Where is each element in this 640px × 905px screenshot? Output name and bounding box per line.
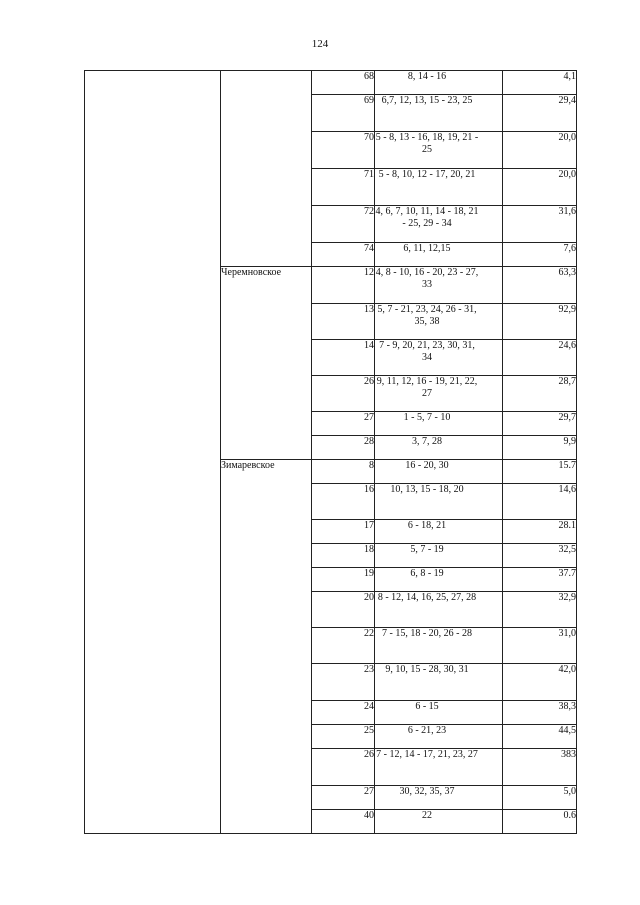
kvartal-cell: 26 [312, 749, 375, 786]
area-cell: 24,6 [503, 340, 577, 376]
vydely-text: 5 - 8, 10, 12 - 17, 20, 21 [378, 169, 476, 180]
district-cell: Зимаревское [221, 460, 312, 834]
kvartal-cell: 14 [312, 340, 375, 376]
kvartal-cell: 69 [312, 95, 375, 132]
kvartal-cell: 25 [312, 725, 375, 749]
kvartal-cell: 23 [312, 664, 375, 701]
area-cell: 44,5 [503, 725, 577, 749]
kvartal-cell: 74 [312, 243, 375, 267]
vydely-text: 6,7, 12, 13, 15 - 23, 25 [381, 95, 473, 106]
vydely-cell [375, 568, 503, 592]
vydely-cell [375, 169, 503, 206]
district-cell: Черемновское [221, 267, 312, 460]
vydely-text: 8 - 12, 14, 16, 25, 27, 28 [377, 592, 477, 603]
vydely-cell [375, 460, 503, 484]
vydely-cell [375, 628, 503, 664]
vydely-cell [375, 206, 503, 243]
vydely-text: 5, 7 - 21, 23, 24, 26 - 31, 35, 38 [377, 304, 477, 327]
vydely-cell [375, 725, 503, 749]
area-cell: 28,7 [503, 376, 577, 412]
table-body [85, 71, 577, 834]
kvartal-cell: 20 [312, 592, 375, 628]
vydely-cell [375, 340, 503, 376]
vydely-cell [375, 701, 503, 725]
vydely-text: 9, 10, 15 - 28, 30, 31 [385, 664, 469, 675]
kvartal-cell: 27 [312, 786, 375, 810]
kvartal-cell: 22 [312, 628, 375, 664]
vydely-cell [375, 243, 503, 267]
vydely-text: 8, 14 - 16 [407, 71, 447, 82]
table-row [85, 71, 577, 95]
vydely-text: 6, 8 - 19 [410, 568, 444, 579]
area-cell: 28.1 [503, 520, 577, 544]
area-cell: 92,9 [503, 304, 577, 340]
kvartal-cell: 40 [312, 810, 375, 834]
area-cell: 38,3 [503, 701, 577, 725]
area-cell: 31,0 [503, 628, 577, 664]
kvartal-cell: 8 [312, 460, 375, 484]
area-cell: 5,0 [503, 786, 577, 810]
vydely-text: 4, 8 - 10, 16 - 20, 23 - 27, 33 [375, 267, 479, 290]
kvartal-cell: 16 [312, 484, 375, 520]
vydely-text: 6 - 18, 21 [407, 520, 447, 531]
vydely-text: 5, 7 - 19 [410, 544, 444, 555]
vydely-cell [375, 436, 503, 460]
area-cell: 0.6 [503, 810, 577, 834]
kvartal-cell: 13 [312, 304, 375, 340]
vydely-cell [375, 544, 503, 568]
vydely-text: 5 - 8, 13 - 16, 18, 19, 21 - 25 [375, 132, 479, 155]
vydely-text: 10, 13, 15 - 18, 20 [390, 484, 464, 495]
area-cell: 15.7 [503, 460, 577, 484]
vydely-text: 16 - 20, 30 [405, 460, 449, 471]
kvartal-cell: 72 [312, 206, 375, 243]
kvartal-cell: 27 [312, 412, 375, 436]
area-cell: 32,9 [503, 592, 577, 628]
vydely-cell [375, 412, 503, 436]
area-cell: 31,6 [503, 206, 577, 243]
vydely-cell [375, 304, 503, 340]
vydely-cell [375, 71, 503, 95]
vydely-text: 7 - 9, 20, 21, 23, 30, 31, 34 [379, 340, 475, 363]
vydely-cell [375, 786, 503, 810]
vydely-cell [375, 95, 503, 132]
vydely-text: 6, 11, 12,15 [403, 243, 451, 254]
kvartal-cell: 68 [312, 71, 375, 95]
vydely-text: 6 - 21, 23 [407, 725, 447, 736]
area-cell: 32,5 [503, 544, 577, 568]
area-cell: 63,3 [503, 267, 577, 304]
first-column-cell [85, 71, 221, 834]
kvartal-cell: 18 [312, 544, 375, 568]
vydely-cell [375, 267, 503, 304]
area-cell: 20,0 [503, 132, 577, 169]
kvartal-cell: 71 [312, 169, 375, 206]
vydely-text: 30, 32, 35, 37 [399, 786, 455, 797]
kvartal-cell: 12 [312, 267, 375, 304]
vydely-cell [375, 376, 503, 412]
vydely-cell [375, 520, 503, 544]
kvartal-cell: 24 [312, 701, 375, 725]
area-cell: 29,7 [503, 412, 577, 436]
kvartal-cell: 70 [312, 132, 375, 169]
vydely-cell [375, 592, 503, 628]
vydely-text: 9, 11, 12, 16 - 19, 21, 22, 27 [376, 376, 478, 399]
area-cell: 14,6 [503, 484, 577, 520]
page-number: 124 [311, 38, 329, 50]
vydely-cell [375, 810, 503, 834]
vydely-cell [375, 749, 503, 786]
vydely-text: 3, 7, 28 [412, 436, 442, 447]
vydely-text: 6 - 15 [415, 701, 439, 712]
area-cell: 37.7 [503, 568, 577, 592]
vydely-text: 7 - 15, 18 - 20, 26 - 28 [382, 628, 472, 639]
area-cell: 42,0 [503, 664, 577, 701]
vydely-cell [375, 484, 503, 520]
vydely-text: 22 [422, 810, 432, 821]
vydely-text: 1 - 5, 7 - 10 [403, 412, 451, 423]
vydely-text: 4, 6, 7, 10, 11, 14 - 18, 21 - 25, 29 - 34 [375, 206, 479, 229]
vydely-cell [375, 664, 503, 701]
district-cell [221, 71, 312, 267]
area-cell: 29,4 [503, 95, 577, 132]
area-cell: 383 [503, 749, 577, 786]
kvartal-cell: 26 [312, 376, 375, 412]
forest-plots-table [84, 70, 577, 834]
area-cell: 4,1 [503, 71, 577, 95]
kvartal-cell: 17 [312, 520, 375, 544]
area-cell: 9,9 [503, 436, 577, 460]
area-cell: 20,0 [503, 169, 577, 206]
vydely-cell [375, 132, 503, 169]
area-cell: 7,6 [503, 243, 577, 267]
kvartal-cell: 19 [312, 568, 375, 592]
vydely-text: 7 - 12, 14 - 17, 21, 23, 27 [376, 749, 478, 760]
kvartal-cell: 28 [312, 436, 375, 460]
